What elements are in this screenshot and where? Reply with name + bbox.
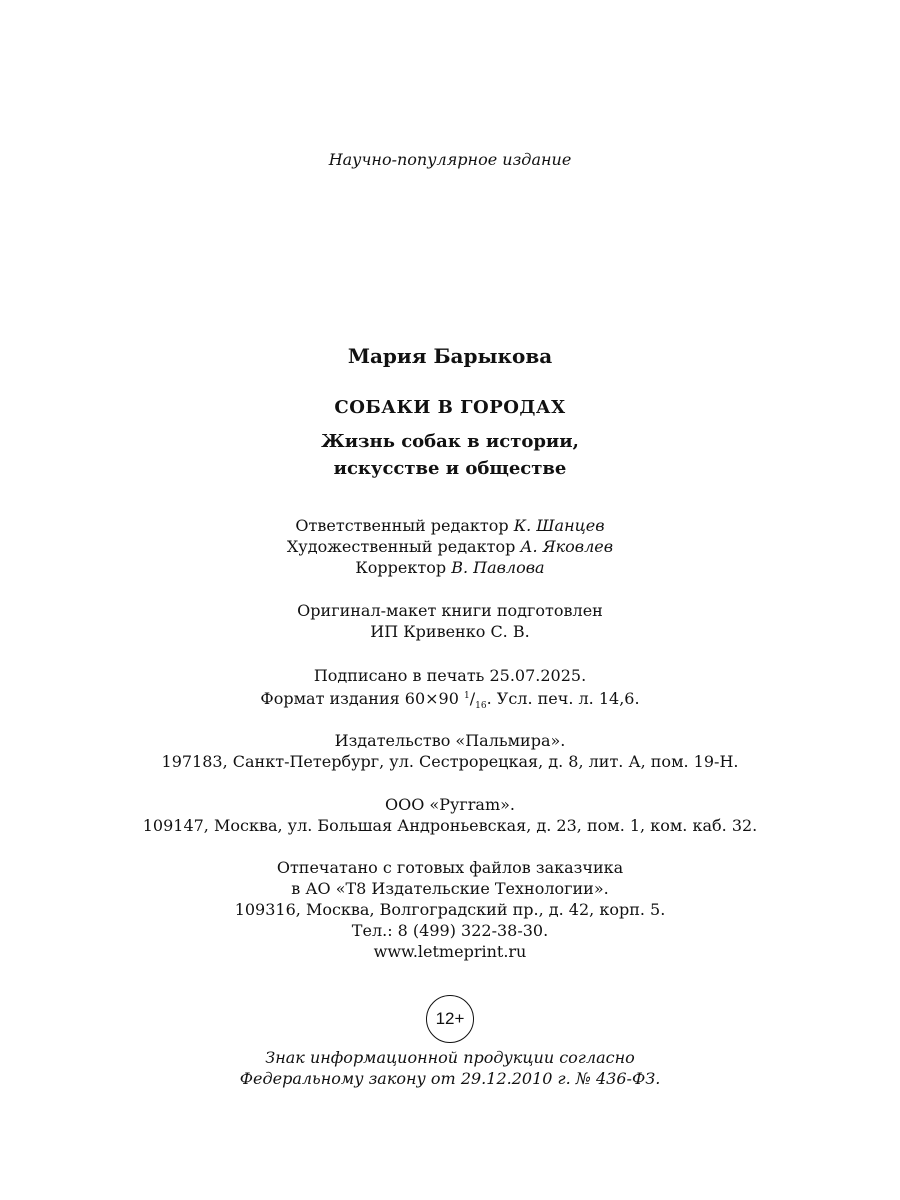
format-line <box>0 686 900 717</box>
art-editor-name: А. Яковлев <box>520 537 614 556</box>
format-fraction-numerator: 1 <box>464 691 470 701</box>
printing-website: www.letmeprint.ru <box>373 942 527 961</box>
proofreader-line <box>0 557 900 578</box>
law-note-line-1: Знак информационной продукции согласно <box>265 1048 635 1067</box>
art-editor-label: Художественный редактор <box>286 537 516 556</box>
company-address: 109147, Москва, ул. Большая Андроньевская, д. 23, пом. 1, ком. каб. 32. <box>142 816 758 835</box>
edition-type: Научно-популярное издание <box>328 150 572 169</box>
printing-line-2: в АО «Т8 Издательские Технологии». <box>291 879 609 898</box>
signed-date-line: Подписано в печать 25.07.2025. <box>313 666 587 685</box>
format-prefix: Формат издания 60×90 <box>260 689 459 708</box>
printing-phone: Тел.: 8 (499) 322-38-30. <box>351 921 549 940</box>
book-subtitle <box>0 428 900 482</box>
age-rating-badge: 12+ <box>426 995 474 1043</box>
format-suffix: . Усл. печ. л. 14,6. <box>486 689 640 708</box>
art-editor-line <box>0 536 900 557</box>
proofreader-label: Корректор <box>355 558 447 577</box>
publisher-address: 197183, Санкт-Петербург, ул. Сестрорецкая, д. 8, лит. А, пом. 19-Н. <box>161 752 739 771</box>
layout-line-2: ИП Кривенко С. В. <box>370 622 530 641</box>
company-name: ООО «Ругram». <box>384 795 516 814</box>
print-signed-block <box>0 665 900 717</box>
subtitle-line-2: искусстве и обществе <box>333 458 567 479</box>
company-block <box>0 794 900 836</box>
editors-block <box>0 515 900 578</box>
format-fraction-denominator: 16 <box>475 701 487 711</box>
managing-editor-line <box>0 515 900 536</box>
publisher-block <box>0 730 900 772</box>
publisher-name: Издательство «Пальмира». <box>334 731 566 750</box>
law-note <box>0 1047 900 1089</box>
printing-line-1: Отпечатано с готовых файлов заказчика <box>276 858 624 877</box>
proofreader-name: В. Павлова <box>451 558 545 577</box>
managing-editor-label: Ответственный редактор <box>295 516 509 535</box>
author-name: Мария Барыкова <box>347 344 553 368</box>
book-title: СОБАКИ В ГОРОДАХ <box>334 397 566 418</box>
printing-address: 109316, Москва, Волгоградский пр., д. 42, корп. 5. <box>234 900 666 919</box>
format-fraction: $^1/_{16}$ <box>464 689 487 711</box>
printing-block <box>0 857 900 962</box>
layout-line-1: Оригинал-макет книги подготовлен <box>297 601 603 620</box>
subtitle-line-1: Жизнь собак в истории, <box>321 431 579 452</box>
layout-block <box>0 600 900 642</box>
managing-editor-name: К. Шанцев <box>513 516 605 535</box>
law-note-line-2: Федеральному закону от 29.12.2010 г. № 436-ФЗ. <box>239 1069 661 1088</box>
